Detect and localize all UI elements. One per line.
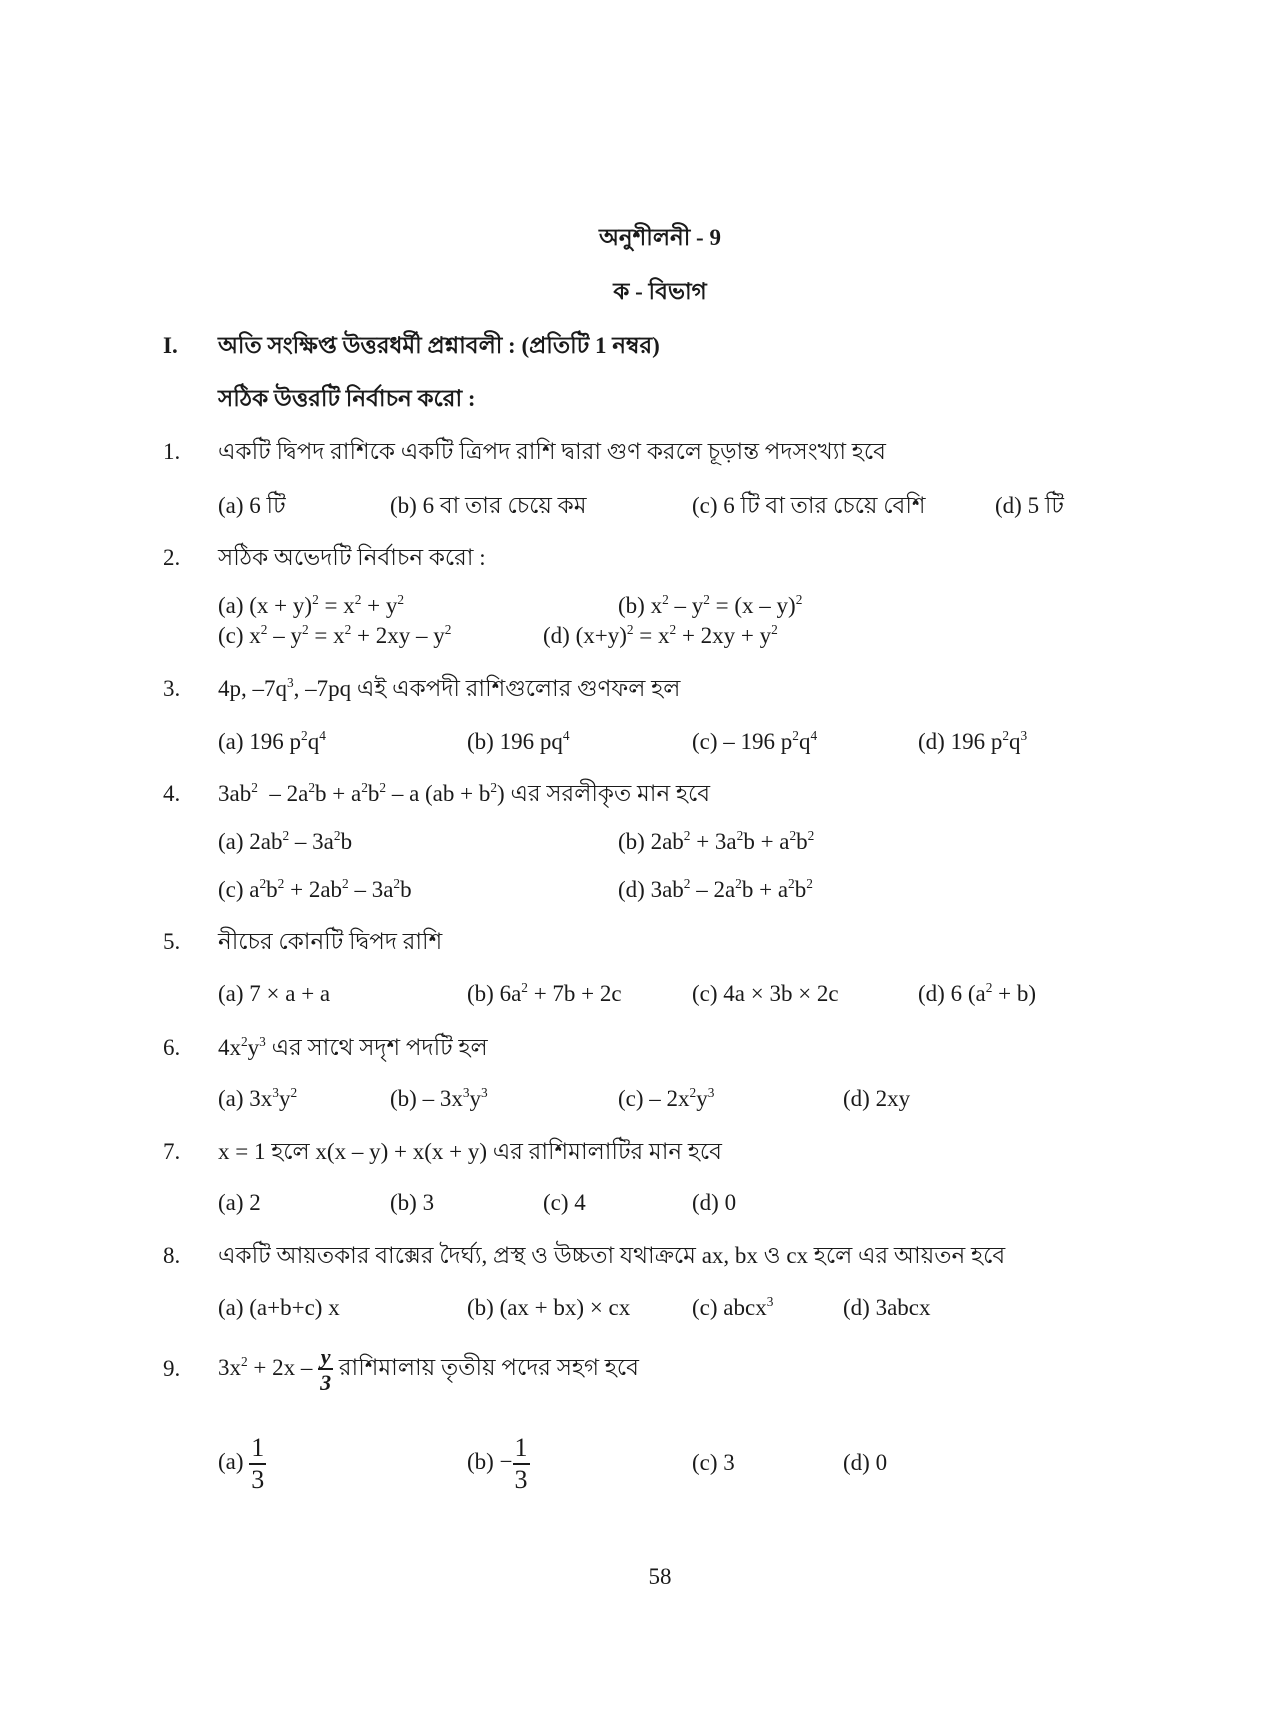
question-number: 2.	[163, 545, 181, 570]
option-a: (a) $(x + y)^2 = x^2 + y^2$	[218, 592, 405, 618]
option-c: (c) – 196 $p^2q^4$	[692, 728, 818, 754]
option-b: (b) $2ab^2 + 3a^2b + a^2b^2$	[618, 828, 815, 854]
question-text: নীচের কোনটি দ্বিপদ রাশি	[218, 929, 443, 954]
option-d: (d) $3ab^2 - 2a^2b + a^2b^2$	[618, 876, 813, 902]
fraction-denominator: 3	[514, 1464, 528, 1494]
option-c: (c) 3	[692, 1450, 735, 1475]
question-text: $3ab^2 - 2a^2b + a^2b^2 - a$ $(ab + b^2)$ এর সরলীকৃত মান হবে	[218, 780, 711, 806]
section-title: ক - বিভাগ	[613, 279, 707, 304]
fraction-numerator: 1	[513, 1435, 530, 1465]
part-numeral: I.	[163, 333, 178, 358]
option-d: (d) 2xy	[843, 1086, 911, 1111]
option-c: (c) $x^2 - y^2 = x^2 + 2xy - y^2$	[218, 622, 452, 648]
question-text: 4p, $-7q^3$, –7pq এই একপদী রাশিগুলোর গুণফল হল	[218, 675, 681, 701]
option-c: $(c) - 2x^2y^3$	[618, 1085, 715, 1111]
option-d: (d) 0	[843, 1450, 888, 1475]
option-a: (a) $\frac{1}{3}$	[218, 1432, 265, 1494]
question-number: 1.	[163, 439, 181, 464]
fraction-denominator: 3	[251, 1464, 265, 1494]
page-number: 58	[648, 1564, 672, 1589]
fraction-numerator: y	[318, 1346, 333, 1370]
question-number: 9.	[163, 1356, 181, 1381]
part-instruction: সঠিক উত্তরটি নির্বাচন করো :	[218, 386, 476, 411]
fraction-numerator: 1	[249, 1435, 266, 1465]
question-number: 8.	[163, 1243, 181, 1268]
question-number: 5.	[163, 929, 181, 954]
question-number: 4.	[163, 781, 181, 806]
option-d: (d) 3abcx	[843, 1295, 931, 1320]
fraction	[249, 1432, 266, 1494]
option-b: (b) $x^2 - y^2 = (x - y)^2$	[618, 592, 803, 618]
question-number: 6.	[163, 1035, 181, 1060]
exercise-title: অনুশীলনী - 9	[599, 225, 721, 250]
option-a: (a) 7 × a + a	[218, 981, 331, 1006]
question-text: সঠিক অভেদটি নির্বাচন করো :	[218, 545, 486, 570]
option-c: (c) 6 টি বা তার চেয়ে বেশি	[692, 493, 926, 518]
option-b: (b) 3	[390, 1190, 435, 1215]
question-text: $4x^2y^3$ এর সাথে সদৃশ পদটি হল	[218, 1034, 488, 1060]
option-a: (a) 2	[218, 1190, 261, 1215]
option-c: (c) abcx$^3$	[692, 1294, 774, 1320]
option-b: (b) − $\frac{1}{3}$	[467, 1432, 528, 1494]
question-text: x = 1 হলে x(x – y) + x(x + y) এর রাশিমালাটির মান হবে	[218, 1139, 722, 1164]
question-text	[218, 1340, 639, 1396]
option-b: (b) 196 $pq^4$	[467, 728, 570, 754]
option-a: (a) $3x^3y^2$	[218, 1085, 298, 1111]
option-d: (d) 196 $p^2q^3$	[918, 728, 1028, 754]
option-d: (d) 6 $(a^2 + b)$	[918, 980, 1036, 1006]
option-d: (d) 5 টি	[995, 493, 1064, 518]
question-number: 7.	[163, 1139, 181, 1164]
option-a: (a) 196 $p^2q^4$	[218, 728, 326, 754]
option-c: (c) 4a × 3b × 2c	[692, 981, 839, 1006]
option-b: (b) (ax + bx) × cx	[467, 1295, 631, 1320]
option-a: (a) 6 টি	[218, 493, 286, 518]
question-text-after: রাশিমালায় তৃতীয় পদের সহগ হবে	[333, 1355, 639, 1380]
question-text: একটি দ্বিপদ রাশিকে একটি ত্রিপদ রাশি দ্বারা গুণ করলে চূড়ান্ত পদসংখ্যা হবে	[218, 439, 886, 464]
option-d: (d) $(x+y)^2 = x^2 + 2xy + y^2$	[543, 622, 778, 648]
option-b: $(b) - 3x^3y^3$	[390, 1085, 488, 1111]
option-a: (a) $2ab^2 - 3a^2b$	[218, 828, 353, 854]
option-d: (d) 0	[692, 1190, 737, 1215]
option-b: (b) $6a^2 + 7b + 2c$	[467, 980, 622, 1006]
fraction	[513, 1432, 530, 1494]
question-text-before: $3x^2 + 2x$ –	[218, 1354, 319, 1380]
question-number: 3.	[163, 676, 181, 701]
question-text: একটি আয়তকার বাক্সের দৈর্ঘ্য, প্রস্থ ও উচ্চতা যথাক্রমে ax, bx ও cx হলে এর আয়তন হবে	[218, 1243, 1006, 1268]
option-c: (c) $a^2b^2 + 2ab^2 - 3a^2b$	[218, 876, 412, 902]
option-b: (b) 6 বা তার চেয়ে কম	[390, 493, 587, 518]
option-c: (c) 4	[543, 1190, 586, 1215]
part-title: অতি সংক্ষিপ্ত উত্তরধর্মী প্রশ্নাবলী : (প্রতিটি 1 নম্বর)	[218, 333, 660, 358]
fraction-denominator: 3	[320, 1369, 332, 1395]
fraction	[318, 1343, 333, 1395]
option-a: (a) (a+b+c) x	[218, 1295, 340, 1320]
